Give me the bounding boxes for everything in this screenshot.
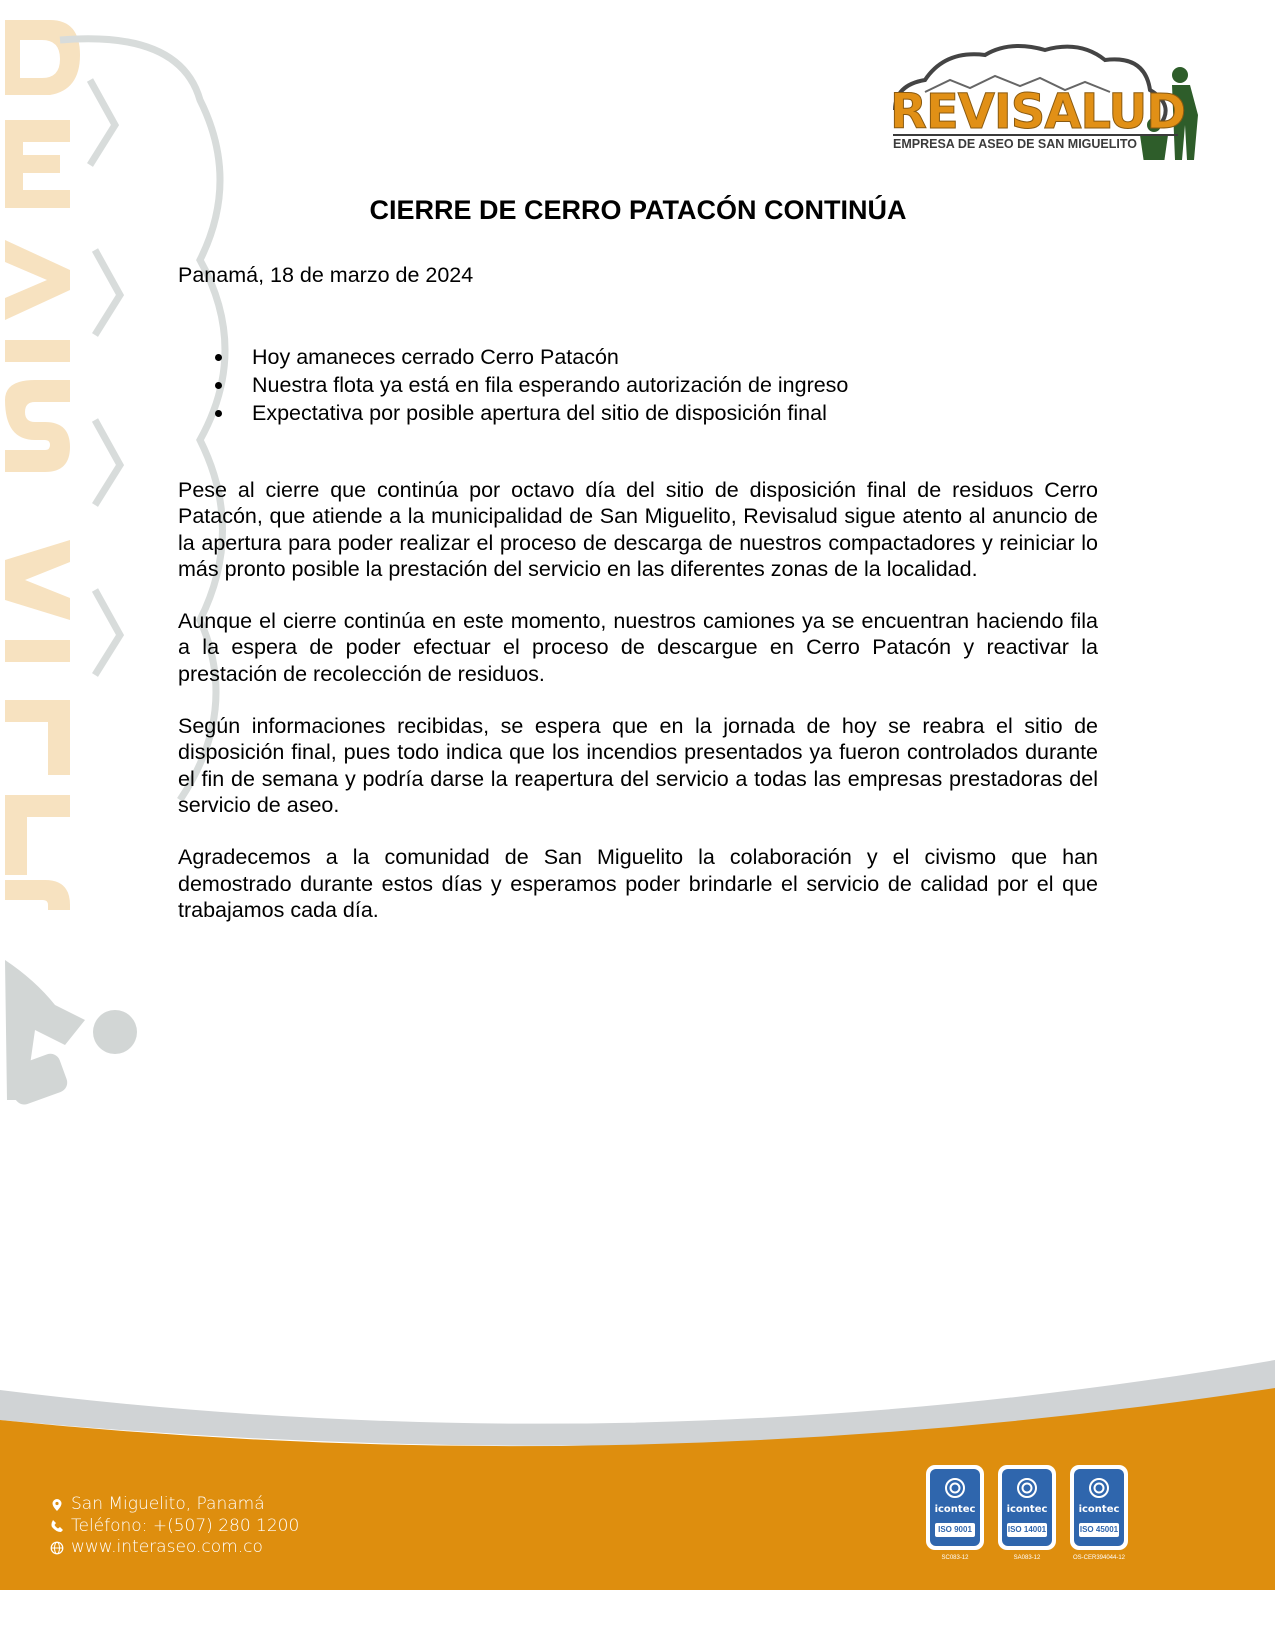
paragraph: Aunque el cierre continúa en este momento, nuestros camiones ya se encuentran haciendo fila a la espera de poder efectuar el proceso de descargue en Cerro Patacón y reactivar la prestación de recolección de residuos. (178, 609, 1098, 686)
logo-figure-head (1172, 67, 1188, 83)
footer-contact (50, 1494, 299, 1559)
cert-brand: icontec (1078, 1504, 1120, 1515)
bullet-item: Nuestra flota ya está en fila esperando autorización de ingreso (178, 371, 848, 399)
paragraph: Pese al cierre que continúa por octavo día del sitio de disposición final de residuos Cerro Patacón, que atiende a la municipalidad de San Miguelito, Revisalud sigue atento al anuncio de la apertura para poder realizar el proceso de descarga de nuestros compactadores y reiniciar lo más pronto posible la prestación del servicio en las diferentes zonas de la localidad. (178, 478, 1098, 581)
logo-subtitle: EMPRESA DE ASEO DE SAN MIGUELITO (893, 134, 1178, 151)
globe-icon (50, 1541, 64, 1555)
phone-text: Teléfono: +(507) 280 1200 (71, 1515, 300, 1536)
location-text: San Miguelito, Panamá (71, 1494, 265, 1514)
contact-phone (50, 1516, 299, 1538)
phone-icon (50, 1519, 64, 1533)
cert-code: SC083-12 (941, 1555, 969, 1561)
cert-brand: icontec (1006, 1504, 1048, 1515)
cert-badge-iso-45001 (1070, 1465, 1128, 1561)
watermark-letters (5, 20, 80, 910)
bullet-item: Expectativa por posible apertura del sitio de disposición final (178, 399, 848, 427)
paragraph: Agradecemos a la comunidad de San Miguelito la colaboración y el civismo que han demostrado durante estos días y esperamos poder brindarle el servicio de calidad por el que trabajamos cada día. (178, 845, 1098, 922)
contact-location (50, 1494, 299, 1516)
cert-standard: ISO 14001 (1007, 1523, 1047, 1537)
icontec-seal-icon (944, 1477, 966, 1499)
contact-website (50, 1537, 299, 1559)
website-link[interactable]: www.interaseo.com.co (71, 1537, 263, 1557)
icontec-seal-icon (1016, 1477, 1038, 1499)
logo-name: REVISALUD (890, 84, 1186, 140)
document-body (178, 477, 1098, 949)
cert-brand: icontec (934, 1504, 976, 1515)
bullet-item: Hoy amaneces cerrado Cerro Patacón (178, 343, 848, 371)
cert-code: SA083-12 (1013, 1555, 1041, 1561)
cert-badge-iso-9001 (926, 1465, 984, 1561)
cert-standard: ISO 9001 (935, 1523, 975, 1537)
date-line: Panamá, 18 de marzo de 2024 (178, 263, 474, 287)
certification-badges (926, 1465, 1128, 1561)
watermark-figure-icon (5, 960, 137, 1107)
location-pin-icon (50, 1498, 64, 1512)
cert-standard: ISO 45001 (1079, 1523, 1119, 1537)
document-title: CIERRE DE CERRO PATACÓN CONTINÚA (369, 195, 907, 225)
paragraph: Según informaciones recibidas, se espera que en la jornada de hoy se reabra el sitio de disposición final, pues todo indica que los incendios presentados ya fueron controlados durante el fin de semana y podría darse la reapertura del servicio a todas las empresas prestadoras del servicio de aseo. (178, 714, 1098, 817)
icontec-seal-icon (1088, 1477, 1110, 1499)
bullet-list (178, 343, 848, 427)
cert-badge-iso-14001 (998, 1465, 1056, 1561)
cert-code: OS-CER394044-12 (1072, 1555, 1126, 1561)
